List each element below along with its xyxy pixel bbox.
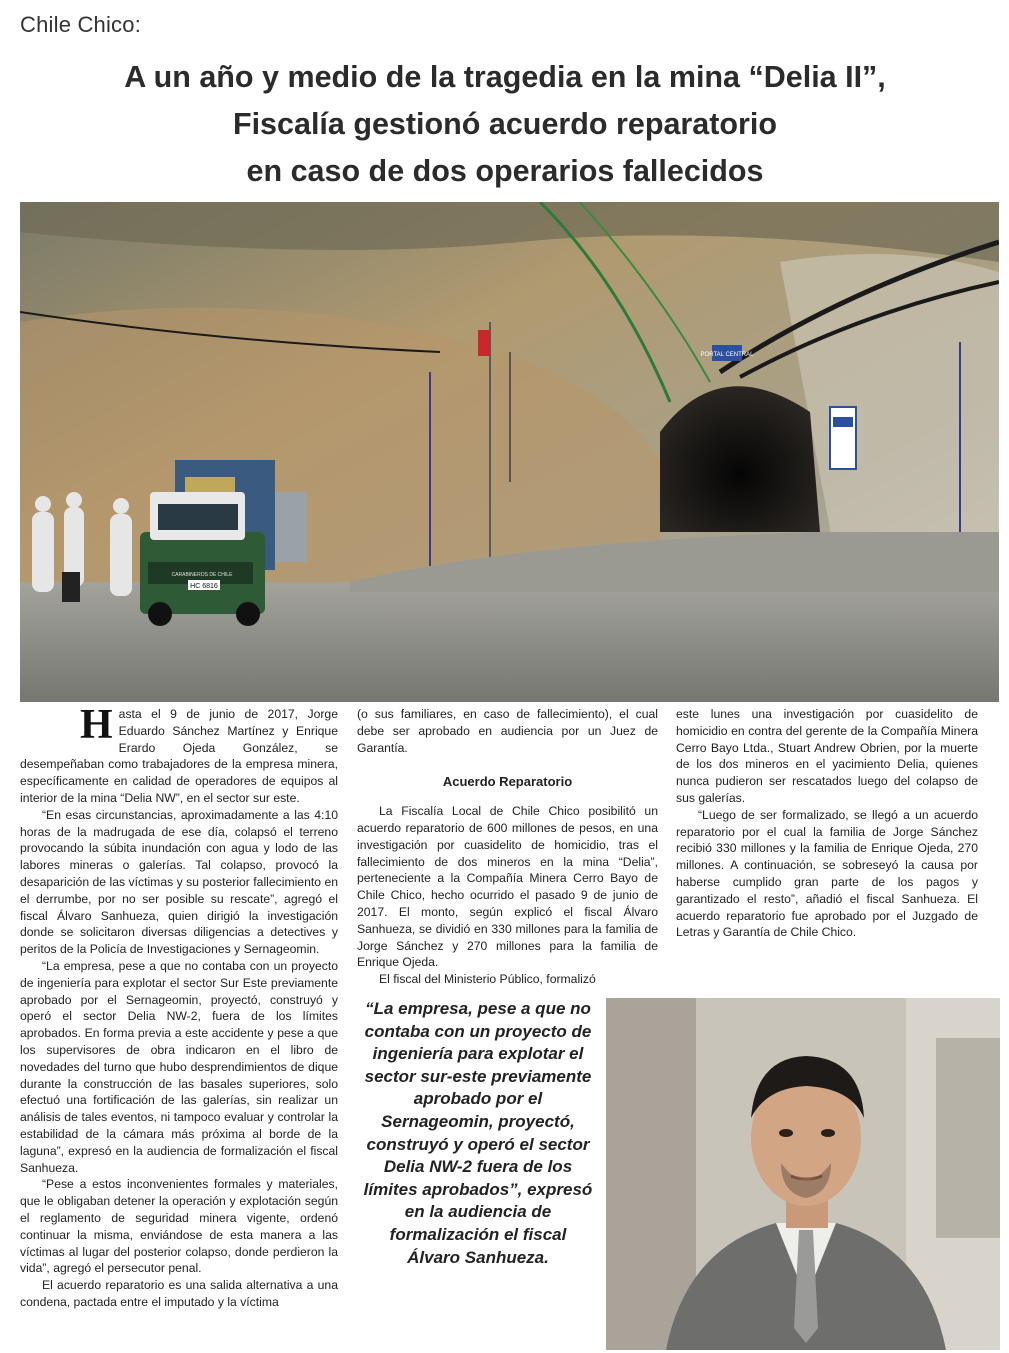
- headline-line-1: A un año y medio de la tragedia en la mina “Delia II”,: [124, 60, 886, 94]
- col2-paragraph-3: El fiscal del Ministerio Público, formalizó: [379, 972, 596, 987]
- info-sign: [830, 407, 856, 469]
- subhead-acuerdo: Acuerdo Reparatorio: [442, 774, 573, 790]
- col1-paragraph-4: “Pese a estos inconvenientes formales y materiales, que le obligaban detener la operación y explotación según el reglamento de seguridad minera vigente, ordenó continuar la misma, enviándose de esta manera a las víctimas al lugar del posterior colapso, donde perdieron la vida”, agregó el persecutor penal.: [20, 1177, 338, 1276]
- col1-paragraph-3: “La empresa, pese a que no contaba con un proyecto de ingeniería para explotar el sector Sur Este previamente aprobado por el Sernageomin, proyectó, construyó y operó el sector Delia NW-2, fuera de los límites aprobados. En forma previa a este accidente y pese a que los supervisores de obra indicaron en el libro de novedades del turno que hubo desprendimientos de dique durante la construcción de las basales superiores, solo efectuó una fortificación de las galerías, sin realizar un análisis de tales eventos, ni tampoco evaluar y controlar la estabilidad de la cámara más próxima al borde de la laguna”, expresó en la audiencia de formalización el fiscal Sanhueza.: [20, 958, 338, 1175]
- col1-paragraph-5: El acuerdo reparatorio es una salida alternativa a una condena, pactada entre el imputado y la víctima: [20, 1278, 338, 1309]
- wheel-left: [148, 602, 172, 626]
- portal-sign-text: PORTAL CENTRAL: [700, 352, 754, 358]
- pull-quote: “La empresa, pese a que no contaba con un proyecto de ingeniería para explotar el sector sur-este previamente aprobado por el Sernageomin, proyectó, construyó y operó el sector Delia NW-2 fuera de los límites aprobados”, expresó en la audiencia de formalización el fiscal Álvaro Sanhueza.: [363, 999, 593, 1267]
- fiscal-portrait-photo: [606, 998, 1000, 1350]
- flag: [478, 330, 490, 356]
- headline-line-3: en caso de dos operarios fallecidos: [246, 154, 764, 188]
- wall-left: [606, 998, 696, 1350]
- board: [275, 492, 307, 562]
- mine-entrance-photo: [20, 202, 999, 702]
- col2-paragraph-1: (o sus familiares, en caso de fallecimiento), el cual debe ser aprobado en audiencia por un Juez de Garantía.: [357, 707, 658, 755]
- vehicle-windshield: [158, 504, 238, 530]
- info-sign-band: [833, 417, 853, 427]
- article-column-3: [676, 706, 978, 941]
- section-kicker: Chile Chico:: [20, 12, 142, 37]
- col2-paragraph-2: La Fiscalía Local de Chile Chico posibilitó un acuerdo reparatorio de 600 millones de pesos, en una investigación por cuasidelito de homicidio, tras el fallecimiento de dos mineros en la mina “Delia”, perteneciente a la Compañía Minera Cerro Bayo de Chile Chico, hecho ocurrido el pasado 9 de junio de 2017. El monto, según explicó el fiscal Álvaro Sanhueza, se dividió en 330 millones para la familia de Jorge Sánchez y 270 millones para la familia de Enrique Ojeda.: [357, 804, 658, 970]
- wheel-right: [236, 602, 260, 626]
- case: [62, 572, 80, 602]
- col1-paragraph-2: “En esas circunstancias, aproximadamente a las 4:10 horas de la madrugada de ese día, colapsó el terreno provocando la súbita inundación con agua y lodo de las labores mineras o galerías. Tal colapso, provocó la desaparición de las víctimas y su posterior fallecimiento en el derrumbe, por no ser posible su rescate”, agregó el fiscal Álvaro Sanhueza, quien dirigió la investigación donde se solicitaron diversas diligencias a detectives y peritos de la Policía de Investigaciones y Sernageomin.: [20, 807, 338, 957]
- article-column-2: [357, 706, 658, 988]
- right-eye: [821, 1129, 835, 1137]
- window-frame: [936, 1038, 1000, 1238]
- headline: [20, 54, 990, 195]
- license-plate-text: HC 6816: [190, 583, 218, 590]
- portrait-illustration: [606, 998, 1000, 1350]
- tunnel-opening: [660, 386, 820, 532]
- col1-paragraph-1: asta el 9 de junio de 2017, Jorge Eduardo Sánchez Martínez y Enrique Erardo Ojeda González, se desempeñaban como trabajadores de la empresa minera, específicamente en calidad de operadores de equipos al interior de la mina “Delia NW”, en el sector sur este.: [20, 707, 338, 805]
- drop-cap: H: [80, 702, 113, 748]
- mine-entrance-illustration: [20, 202, 999, 702]
- article-column-1: [20, 702, 338, 1311]
- left-eye: [779, 1129, 793, 1137]
- vehicle-label: CARABINEROS DE CHILE: [171, 572, 233, 578]
- headline-line-2: Fiscalía gestionó acuerdo reparatorio: [232, 107, 778, 141]
- col3-paragraph-1: este lunes una investigación por cuasidelito de homicidio en contra del gerente de la Compañía Minera Cerro Bayo Ltda., Stuart Andrew Obrien, por la muerte de los dos mineros en el yacimiento Delia, quienes nunca pudieron ser rescatados luego del colapso de sus galerías.: [676, 707, 978, 805]
- col3-paragraph-2: “Luego de ser formalizado, se llegó a un acuerdo reparatorio por el cual la familia de Jorge Sánchez recibió 330 millones y la familia de Enrique Ojeda, 270 millones. A continuación, se sobreseyó la causa por haberse cumplido gran parte de los pagos y garantizado el resto”, añadió el fiscal Sanhueza. El acuerdo reparatorio fue aprobado por el Juzgado de Letras y Garantía de Chile Chico.: [676, 807, 978, 940]
